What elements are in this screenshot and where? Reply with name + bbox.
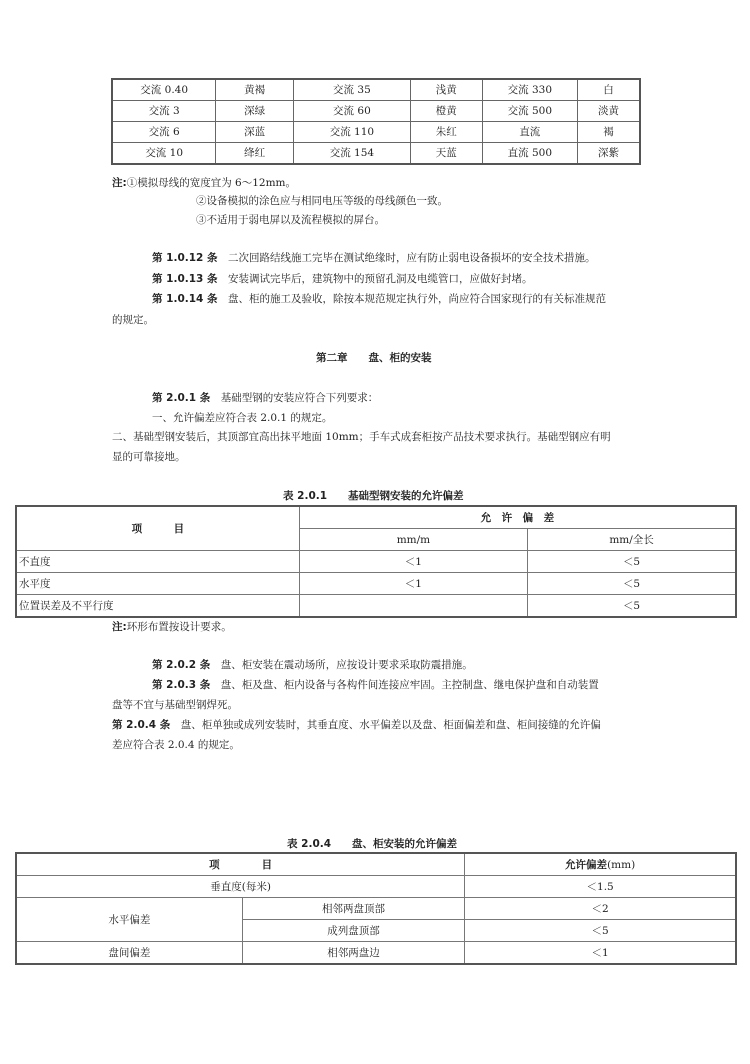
table-2-0-4-caption: 表 2.0.4 盘、柜安装的允许偏差 — [287, 838, 458, 850]
table-row — [16, 573, 736, 595]
table-cell: 直流 500 — [482, 143, 577, 165]
article-2-0-4-cont: 差应符合表 2.0.4 的规定。 — [112, 739, 240, 751]
article-2-0-1-item-2: 二、基础型钢安装后，其顶部宜高出抹平地面 10mm；手车式成套柜按产品技术要求执行。基础型钢应有明 — [112, 431, 611, 443]
row-name: 不直度 — [16, 551, 299, 573]
row-name: 水平度 — [16, 573, 299, 595]
table-row — [112, 79, 640, 101]
table-2-0-4 — [15, 852, 737, 965]
row-value-per-meter: ＜1 — [299, 551, 527, 573]
note-text: 环形布置按设计要求。 — [126, 621, 232, 633]
note-2: ②设备模拟的涂色应与相同电压等级的母线颜色一致。 — [196, 195, 448, 207]
article-2-0-1-item-2-cont: 显的可靠接地。 — [112, 451, 186, 463]
table-cell: 交流 3 — [112, 101, 216, 122]
table-2-0-1-note — [112, 620, 232, 634]
table-cell: 交流 60 — [293, 101, 410, 122]
table-cell: 交流 330 — [482, 79, 577, 101]
row-horizontal: 水平偏差 — [16, 898, 242, 942]
table-cell: 交流 110 — [293, 122, 410, 143]
article-1-0-14 — [152, 292, 606, 306]
article-2-0-3 — [152, 678, 599, 692]
row-vertical: 垂直度(每米) — [16, 876, 465, 898]
note-label: 注: — [112, 177, 127, 189]
row-value-per-meter: ＜1 — [299, 573, 527, 595]
table-cell: 黄褐 — [216, 79, 294, 101]
article-label: 第 1.0.13 条 — [152, 273, 218, 285]
table-cell: 淡黄 — [578, 101, 640, 122]
table-row — [16, 595, 736, 618]
table-cell: 交流 154 — [293, 143, 410, 165]
chapter-title: 第二章 盘、柜的安装 — [316, 352, 432, 364]
row-name: 位置误差及不平行度 — [16, 595, 299, 618]
table-cell: 深绿 — [216, 101, 294, 122]
table-row — [16, 876, 736, 898]
article-1-0-13 — [152, 272, 533, 286]
table-cell: 朱红 — [410, 122, 482, 143]
table-row — [112, 143, 640, 165]
row-value-full-length: ＜5 — [528, 595, 736, 618]
table-row — [112, 122, 640, 143]
article-label: 第 1.0.14 条 — [152, 293, 218, 305]
article-label: 第 2.0.4 条 — [112, 719, 171, 731]
note-1 — [112, 176, 296, 190]
row-horizontal-series: 成列盘顶部 — [242, 920, 464, 942]
table-cell: 浅黄 — [410, 79, 482, 101]
column-header-allowance: 允 许 偏 差 — [299, 506, 736, 529]
row-value-per-meter — [299, 595, 527, 618]
article-2-0-2 — [152, 658, 473, 672]
row-horizontal-adjacent: 相邻两盘顶部 — [242, 898, 464, 920]
table-cell: 橙黄 — [410, 101, 482, 122]
table-row — [16, 898, 736, 920]
article-label: 第 1.0.12 条 — [152, 252, 218, 264]
row-value-full-length: ＜5 — [528, 573, 736, 595]
article-label: 第 2.0.2 条 — [152, 659, 211, 671]
column-header-item: 项 目 — [16, 853, 465, 876]
article-1-0-12 — [152, 251, 596, 265]
table-cell: 深紫 — [578, 143, 640, 165]
note-text-1: ①模拟母线的宽度宜为 6～12mm。 — [126, 177, 296, 189]
note-3: ③不适用于弱电屏以及流程模拟的屏台。 — [196, 214, 385, 226]
allowance-label: 允许偏差 — [565, 858, 608, 871]
table-2-0-1-caption: 表 2.0.1 基础型钢安装的允许偏差 — [283, 490, 464, 502]
table-cell: 交流 6 — [112, 122, 216, 143]
row-gap-adjacent-value: ＜1 — [465, 942, 736, 965]
note-label: 注: — [112, 621, 127, 633]
article-text: 二次回路结线施工完毕在测试绝缘时，应有防止弱电设备损坏的安全技术措施。 — [228, 252, 596, 264]
allowance-unit: (mm) — [607, 858, 636, 871]
row-vertical-value: ＜1.5 — [465, 876, 736, 898]
table-cell: 天蓝 — [410, 143, 482, 165]
table-row — [16, 551, 736, 573]
row-horizontal-adjacent-value: ＜2 — [465, 898, 736, 920]
table-cell: 交流 500 — [482, 101, 577, 122]
table-row — [112, 101, 640, 122]
article-2-0-1-item-1: 一、允许偏差应符合表 2.0.1 的规定。 — [152, 412, 333, 424]
article-2-0-3-cont: 盘等不宜与基础型钢焊死。 — [112, 699, 238, 711]
article-text: 盘、柜安装在震动场所，应按设计要求采取防震措施。 — [220, 659, 473, 671]
table-cell: 交流 10 — [112, 143, 216, 165]
table-cell: 白 — [578, 79, 640, 101]
article-label: 第 2.0.3 条 — [152, 679, 211, 691]
article-text: 盘、柜的施工及验收，除按本规范规定执行外，尚应符合国家现行的有关标准规范 — [228, 293, 607, 305]
voltage-color-table — [111, 78, 641, 165]
article-text: 盘、柜及盘、柜内设备与各构件间连接应牢固。主控制盘、继电保护盘和自动装置 — [220, 679, 599, 691]
row-gap-adjacent: 相邻两盘边 — [242, 942, 464, 965]
table-row — [16, 942, 736, 965]
article-label: 第 2.0.1 条 — [152, 392, 211, 404]
column-header-allowance — [465, 853, 736, 876]
subheader-per-meter: mm/m — [299, 529, 527, 551]
table-cell: 交流 0.40 — [112, 79, 216, 101]
table-cell: 绛红 — [216, 143, 294, 165]
article-text: 安装调试完毕后，建筑物中的预留孔洞及电缆管口，应做好封堵。 — [228, 273, 533, 285]
article-text: 基础型钢的安装应符合下列要求： — [220, 392, 379, 404]
table-cell: 深蓝 — [216, 122, 294, 143]
table-2-0-1 — [15, 505, 737, 618]
row-gap: 盘间偏差 — [16, 942, 242, 965]
table-cell: 直流 — [482, 122, 577, 143]
article-1-0-14-cont: 的规定。 — [112, 314, 154, 326]
row-value-full-length: ＜5 — [528, 551, 736, 573]
table-cell: 交流 35 — [293, 79, 410, 101]
subheader-full-length: mm/全长 — [528, 529, 736, 551]
article-text: 盘、柜单独或成列安装时，其垂直度、水平偏差以及盘、柜面偏差和盘、柜间接缝的允许偏 — [180, 719, 601, 731]
article-2-0-4 — [112, 718, 601, 732]
row-horizontal-series-value: ＜5 — [465, 920, 736, 942]
article-2-0-1 — [152, 391, 378, 405]
table-cell: 褐 — [578, 122, 640, 143]
column-header-item: 项 目 — [16, 506, 299, 551]
